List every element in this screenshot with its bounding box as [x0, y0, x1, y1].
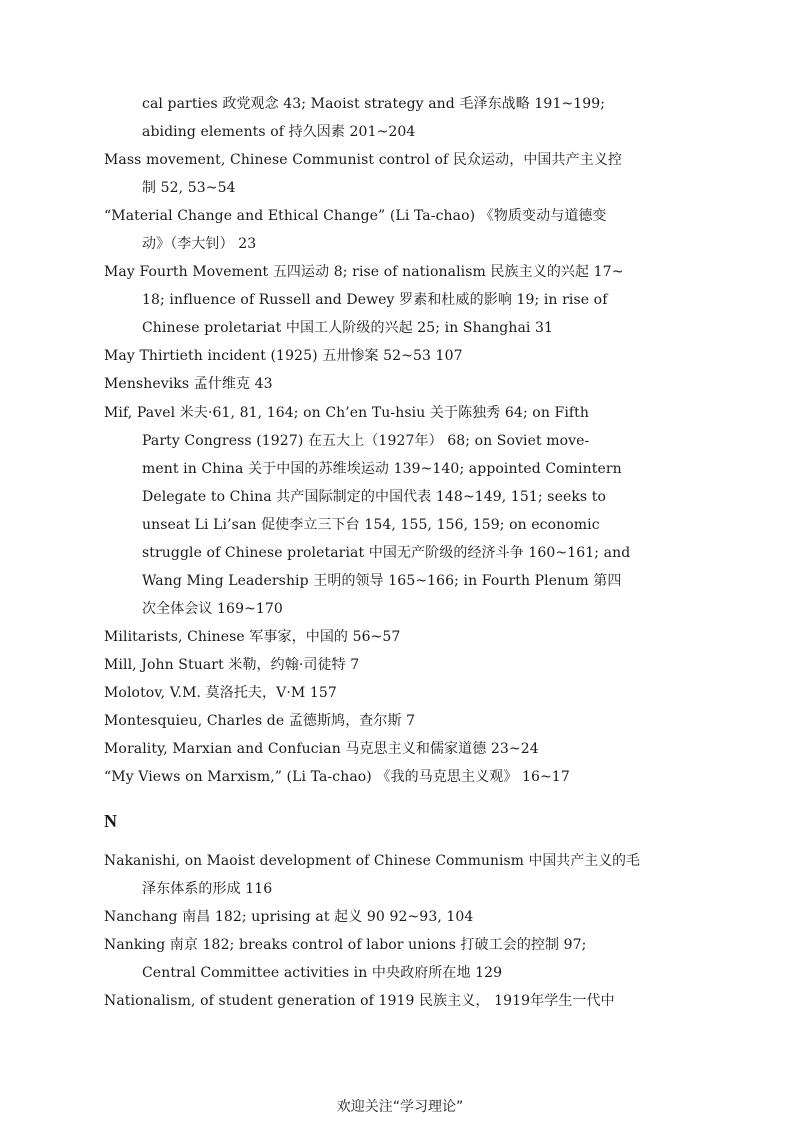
section-letter: N: [104, 811, 117, 831]
index-line: 18; influence of Russell and Dewey 罗素和杜威的影响 19; in rise of: [142, 292, 608, 308]
index-line: struggle of Chinese proletariat 中国无产阶级的经济斗争 160~161; and: [142, 545, 631, 561]
index-entry: Nanchang 南昌 182; uprising at 起义 90 92~93, 104: [104, 909, 474, 925]
index-line: Chinese proletariat 中国工人阶级的兴起 25; in Shanghai 31: [142, 320, 554, 336]
index-entry: May Fourth Movement 五四运动 8; rise of nationalism 民族主义的兴起 17~: [104, 264, 624, 280]
index-entry: Nanking 南京 182; breaks control of labor unions 打破工会的控制 97;: [104, 937, 587, 953]
index-entry: Mensheviks 孟什维克 43: [104, 376, 273, 392]
index-line: Party Congress (1927) 在五大上（1927年） 68; on Soviet move-: [142, 433, 590, 449]
index-entry: Nakanishi, on Maoist development of Chinese Communism 中国共产主义的毛: [104, 853, 641, 869]
index-line: cal parties 政党观念 43; Maoist strategy and 毛泽东战略 191~199;: [142, 96, 606, 112]
index-line: Wang Ming Leadership 王明的领导 165~166; in Fourth Plenum 第四: [142, 573, 622, 589]
index-line: 次全体会议 169~170: [142, 601, 283, 617]
index-entry: “My Views on Marxism,” (Li Ta-chao) 《我的马克思主义观》 16~17: [104, 769, 570, 785]
index-entry: Morality, Marxian and Confucian 马克思主义和儒家道德 23~24: [104, 741, 539, 757]
index-line: abiding elements of 持久因素 201~204: [142, 124, 416, 140]
index-line: ment in China 关于中国的苏维埃运动 139~140; appointed Comintern: [142, 461, 622, 477]
index-entry: Montesquieu, Charles de 孟德斯鸠，查尔斯 7: [104, 713, 416, 729]
index-entry: Mif, Pavel 米夫·61, 81, 164; on Ch’en Tu-hsiu 关于陈独秀 64; on Fifth: [104, 405, 590, 421]
index-entry: May Thirtieth incident (1925) 五卅惨案 52~53 107: [104, 348, 463, 364]
index-line: 动》（李大钊） 23: [142, 236, 257, 252]
index-entry: Mass movement, Chinese Communist control of 民众运动，中国共产主义控: [104, 152, 623, 168]
index-entry: “Material Change and Ethical Change” (Li Ta-chao) 《物质变动与道德变: [104, 208, 607, 224]
index-entry: Nationalism, of student generation of 1919 民族主义， 1919年学生一代中: [104, 993, 615, 1009]
index-line: Central Committee activities in 中央政府所在地 129: [142, 965, 503, 981]
index-entry: Mill, John Stuart 米勒，约翰·司徒特 7: [104, 657, 360, 673]
index-entry: Militarists, Chinese 军事家，中国的 56~57: [104, 629, 401, 645]
index-line: 泽东体系的形成 116: [142, 881, 273, 897]
index-entry: Molotov, V.M. 莫洛托夫，V·M 157: [104, 685, 337, 701]
page-footer: 欢迎关注“学习理论”: [336, 1099, 464, 1115]
index-line: Delegate to China 共产国际制定的中国代表 148~149, 151; seeks to: [142, 489, 607, 505]
index-line: 制 52, 53~54: [142, 180, 236, 196]
index-line: unseat Li Li’san 促使李立三下台 154, 155, 156, 159; on economic: [142, 517, 600, 533]
